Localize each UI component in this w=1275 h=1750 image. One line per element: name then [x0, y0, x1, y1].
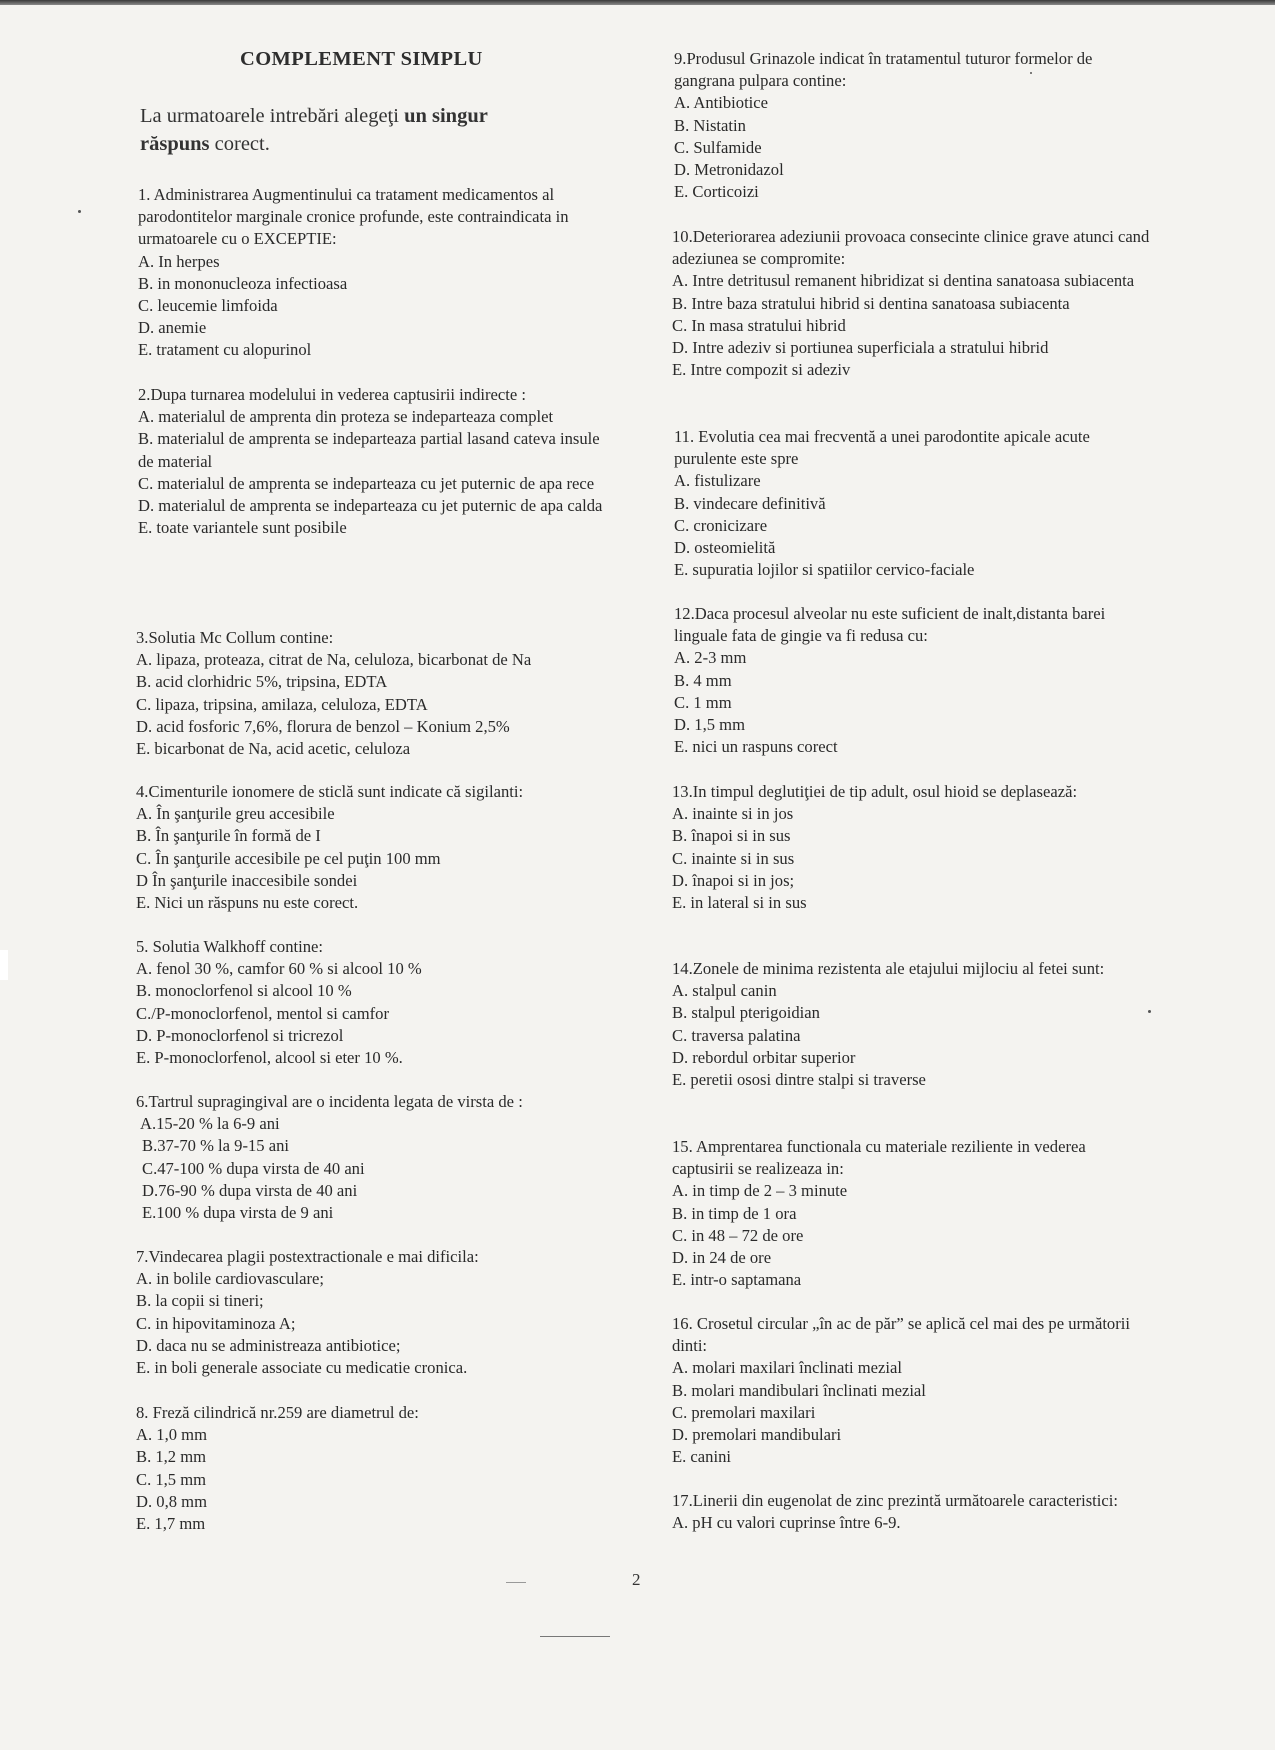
option-b: B. 1,2 mm — [136, 1447, 207, 1467]
option-a: A. stalpul canin — [672, 981, 777, 1001]
option-c: C. premolari maxilari — [672, 1402, 816, 1422]
option-d: D. P-monoclorfenol si tricrezol — [136, 1025, 344, 1045]
question-1 — [138, 184, 618, 362]
option-c: C. În şanţurile accesibile pe cel puţin 100 mm — [136, 848, 441, 868]
option-a: A. 1,0 mm — [136, 1425, 207, 1445]
option-e: E. Corticoizi — [674, 182, 759, 202]
option-c: C. leucemie limfoida — [138, 296, 278, 316]
option-e: E. Intre compozit si adeziv — [672, 360, 851, 380]
option-a: A. in timp de 2 – 3 minute — [672, 1181, 848, 1201]
question-stem: 16. Crosetul circular „în ac de păr” se aplică cel mai des pe următorii dinti: — [672, 1314, 1130, 1356]
option-d: D. premolari mandibulari — [672, 1425, 842, 1445]
question-2 — [138, 384, 608, 539]
question-6 — [136, 1091, 626, 1224]
option-d: D. materialul de amprenta se indeparteaza cu jet puternic de apa calda — [138, 496, 603, 516]
page-title: COMPLEMENT SIMPLU — [240, 48, 483, 70]
option-e: E. Nici un răspuns nu este corect. — [136, 893, 359, 913]
question-stem: 10.Deteriorarea adeziunii provoaca consecinte clinice grave atunci cand adeziunea se compromite: — [672, 227, 1150, 269]
question-11 — [674, 426, 1154, 581]
question-7 — [136, 1246, 626, 1379]
option-d: D. Metronidazol — [674, 160, 784, 180]
option-d: D. daca nu se administreaza antibiotice; — [136, 1335, 401, 1355]
option-d: D. acid fosforic 7,6%, florura de benzol – Konium 2,5% — [136, 716, 510, 736]
option-a: A. În şanţurile greu accesibile — [136, 804, 335, 824]
option-e: E. toate variantele sunt posibile — [138, 518, 347, 538]
option-d: D. anemie — [138, 318, 207, 338]
question-stem: 7.Vindecarea plagii postextractionale e mai dificila: — [136, 1247, 479, 1266]
option-c: C.47-100 % dupa virsta de 40 ani — [142, 1158, 365, 1178]
question-5 — [136, 936, 616, 1069]
option-a: A. lipaza, proteaza, citrat de Na, celuloza, bicarbonat de Na — [136, 650, 532, 670]
option-e: E. supuratia lojilor si spatiilor cervico-faciale — [674, 560, 975, 580]
option-c: C. materialul de amprenta se indeparteaza cu jet puternic de apa rece — [138, 473, 595, 493]
question-stem: 15. Amprentarea functionala cu materiale reziliente in vederea captusirii se realizeaza in: — [672, 1137, 1086, 1179]
question-12 — [674, 603, 1154, 758]
question-stem: 14.Zonele de minima rezistenta ale etajului mijlociu al fetei sunt: — [672, 959, 1105, 978]
scan-dash — [540, 1636, 610, 1637]
scan-edge-mark — [0, 950, 8, 980]
option-c: C. 1 mm — [674, 692, 732, 712]
question-3 — [136, 627, 616, 760]
option-e: E. peretii ososi dintre stalpi si traverse — [672, 1070, 926, 1090]
option-d: D. 0,8 mm — [136, 1491, 207, 1511]
option-d: D. in 24 de ore — [672, 1248, 772, 1268]
option-c: C. Sulfamide — [674, 137, 762, 157]
option-c: C. cronicizare — [674, 515, 768, 535]
option-a: A. fenol 30 %, camfor 60 % si alcool 10 % — [136, 959, 422, 979]
question-4 — [136, 781, 616, 914]
option-b: B.37-70 % la 9-15 ani — [142, 1136, 290, 1156]
option-a: A. molari maxilari înclinati mezial — [672, 1358, 902, 1378]
question-14 — [672, 958, 1152, 1091]
option-d: D În şanţurile inaccesibile sondei — [136, 870, 358, 890]
instruction-pre: La urmatoarele intrebări alegeţi — [140, 105, 405, 127]
option-b: B. monoclorfenol si alcool 10 % — [136, 981, 352, 1001]
option-d: D. osteomielită — [674, 538, 776, 558]
option-b: B. molari mandibulari înclinati mezial — [672, 1380, 926, 1400]
question-stem: 17.Linerii din eugenolat de zinc prezintă următoarele caracteristici: — [672, 1491, 1118, 1510]
option-c: C./P-monoclorfenol, mentol si camfor — [136, 1003, 390, 1023]
question-17 — [672, 1490, 1142, 1534]
option-a: A. fistulizare — [674, 471, 761, 491]
option-e: E. canini — [672, 1447, 731, 1467]
question-9 — [674, 48, 1154, 203]
option-c: C. traversa palatina — [672, 1025, 801, 1045]
option-a: A. Intre detritusul remanent hibridizat si dentina sanatoasa subiacenta — [672, 271, 1135, 291]
question-8 — [136, 1402, 616, 1535]
option-e: E. in lateral si in sus — [672, 893, 807, 913]
question-stem: 9.Produsul Grinazole indicat în tratamentul tuturor formelor de gangrana pulpara contine: — [674, 49, 1093, 91]
option-e: E. bicarbonat de Na, acid acetic, celuloza — [136, 739, 411, 759]
option-d: D. înapoi si in jos; — [672, 870, 795, 890]
option-e: E. in boli generale associate cu medicatie cronica. — [136, 1358, 468, 1378]
scan-speck — [1030, 72, 1032, 74]
question-stem: 4.Cimenturile ionomere de sticlă sunt indicate că sigilanti: — [136, 782, 524, 801]
option-a: A. in bolile cardiovasculare; — [136, 1269, 324, 1289]
option-c: C. inainte si in sus — [672, 848, 795, 868]
option-a: A. 2-3 mm — [674, 648, 747, 668]
question-stem: 11. Evolutia cea mai frecventă a unei parodontite apicale acute purulente este spre — [674, 427, 1090, 469]
option-b: B. materialul de amprenta se indeparteaza partial lasand cateva insule de material — [138, 429, 600, 471]
option-b: B. in mononucleoza infectioasa — [138, 273, 348, 293]
question-16 — [672, 1313, 1152, 1468]
option-e: E.100 % dupa virsta de 9 ani — [142, 1203, 334, 1223]
option-a: A. pH cu valori cuprinse între 6-9. — [672, 1513, 901, 1533]
option-c: C. lipaza, tripsina, amilaza, celuloza, EDTA — [136, 694, 428, 714]
option-d: D.76-90 % dupa virsta de 40 ani — [142, 1180, 358, 1200]
question-10 — [672, 226, 1157, 381]
option-b: B. Intre baza stratului hibrid si dentina sanatoasa subiacenta — [672, 293, 1070, 313]
option-b: B. in timp de 1 ora — [672, 1203, 797, 1223]
option-e: E. 1,7 mm — [136, 1514, 206, 1534]
option-b: B. acid clorhidric 5%, tripsina, EDTA — [136, 672, 388, 692]
option-b: B. înapoi si in sus — [672, 826, 791, 846]
scan-dash — [506, 1582, 526, 1583]
instruction-bold-2: răspuns — [140, 133, 210, 155]
instruction-post: corect. — [209, 133, 270, 155]
question-stem: 1. Administrarea Augmentinului ca tratament medicamentos al parodontitelor marginale cronice profunde, este contraindicata in urmatoarele cu o EXCEPTIE: — [138, 185, 569, 249]
question-13 — [672, 781, 1152, 914]
option-a: A.15-20 % la 6-9 ani — [140, 1114, 280, 1134]
question-stem: 2.Dupa turnarea modelului in vederea captusirii indirecte : — [138, 385, 526, 404]
option-b: B. la copii si tineri; — [136, 1291, 264, 1311]
question-15 — [672, 1136, 1142, 1291]
page-number: 2 — [632, 1570, 641, 1589]
option-c: C. in 48 – 72 de ore — [672, 1225, 804, 1245]
option-d: D. rebordul orbitar superior — [672, 1047, 856, 1067]
question-stem: 5. Solutia Walkhoff contine: — [136, 937, 324, 956]
option-b: B. Nistatin — [674, 115, 746, 135]
question-stem: 12.Daca procesul alveolar nu este suficient de inalt,distanta barei linguale fata de gingie va fi redusa cu: — [674, 604, 1106, 646]
scan-speck — [78, 210, 81, 213]
option-e: E. tratament cu alopurinol — [138, 340, 312, 360]
question-stem: 3.Solutia Mc Collum contine: — [136, 628, 334, 647]
option-d: D. Intre adeziv si portiunea superficiala a stratului hibrid — [672, 338, 1049, 358]
scan-top-edge — [0, 0, 1275, 5]
option-a: A. inainte si in jos — [672, 804, 794, 824]
option-b: B. stalpul pterigoidian — [672, 1003, 820, 1023]
instruction-bold-1: un singur — [404, 105, 488, 127]
option-e: E. P-monoclorfenol, alcool si eter 10 %. — [136, 1048, 403, 1068]
option-d: D. 1,5 mm — [674, 715, 745, 735]
option-a: A. In herpes — [138, 251, 220, 271]
instruction-text — [140, 102, 600, 158]
option-e: E. nici un raspuns corect — [674, 737, 838, 757]
option-b: B. În şanţurile în formă de I — [136, 826, 321, 846]
option-c: C. 1,5 mm — [136, 1469, 207, 1489]
option-b: B. 4 mm — [674, 670, 732, 690]
option-e: E. intr-o saptamana — [672, 1270, 802, 1290]
scan-speck — [1148, 1010, 1151, 1013]
option-b: B. vindecare definitivă — [674, 493, 826, 513]
option-a: A. materialul de amprenta din proteza se indeparteaza complet — [138, 407, 554, 427]
option-c: C. in hipovitaminoza A; — [136, 1313, 296, 1333]
question-stem: 8. Freză cilindrică nr.259 are diametrul de: — [136, 1403, 419, 1422]
option-a: A. Antibiotice — [674, 93, 769, 113]
question-stem: 6.Tartrul supragingival are o incidenta legata de virsta de : — [136, 1092, 523, 1111]
question-stem: 13.In timpul deglutiţiei de tip adult, osul hioid se deplasează: — [672, 782, 1078, 801]
option-c: C. In masa stratului hibrid — [672, 315, 846, 335]
